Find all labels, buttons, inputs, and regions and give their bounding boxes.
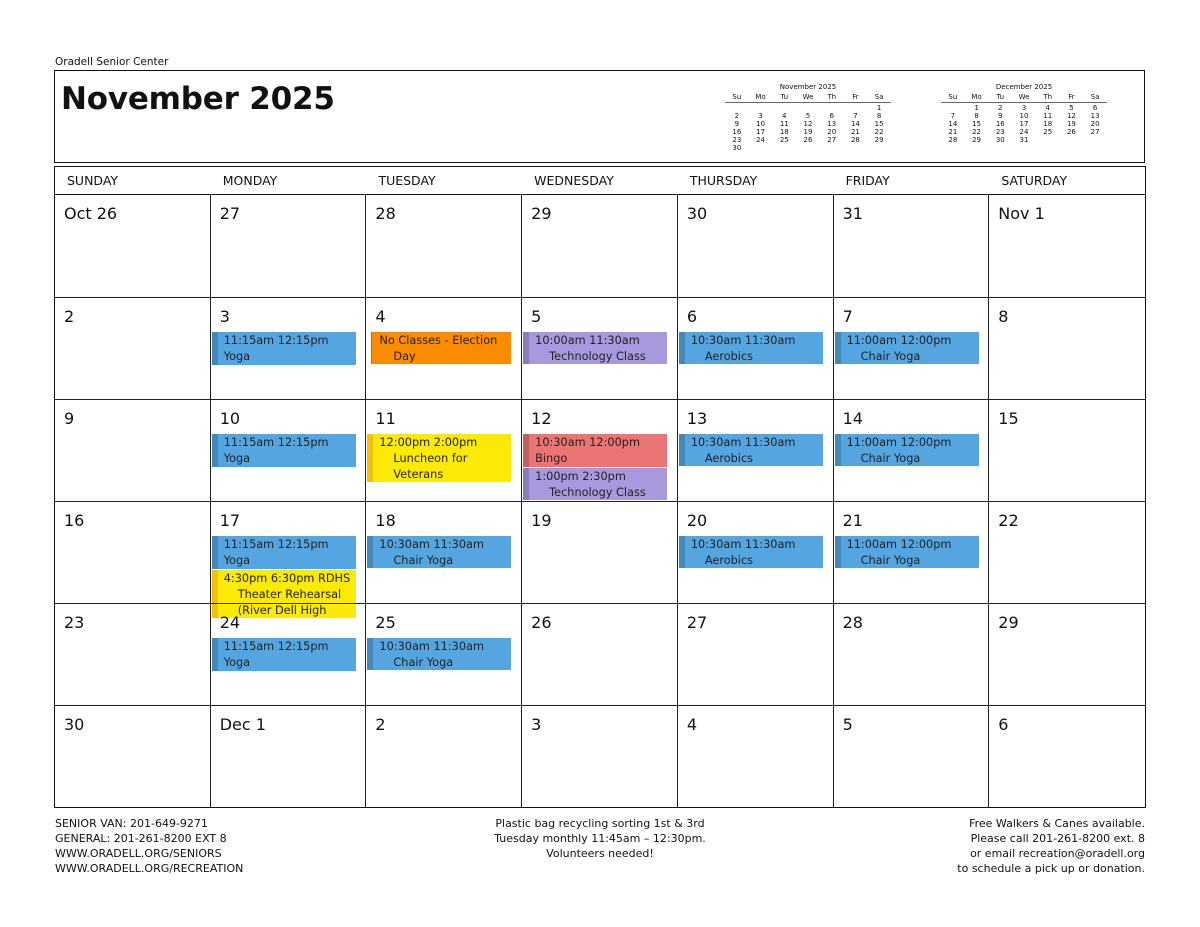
mini-day[interactable] [749,104,773,112]
weekday-label: WEDNESDAY [534,173,614,188]
event-list [834,536,979,569]
day-cell[interactable] [678,603,834,705]
day-cell[interactable] [522,195,678,297]
day-cell[interactable] [678,297,834,399]
day-cell[interactable] [989,603,1145,705]
day-cell[interactable] [989,501,1145,603]
mini-day[interactable]: 24 [756,136,766,144]
day-cell[interactable] [989,297,1145,399]
mini-day[interactable] [796,144,820,152]
mini-day[interactable]: 31 [1019,136,1029,144]
mini-day[interactable]: 27 [1090,128,1100,136]
mini-day[interactable]: 15 [972,120,982,128]
mini-day[interactable]: 17 [756,128,766,136]
day-cell[interactable] [366,195,522,297]
mini-day[interactable]: 10 [1019,112,1029,120]
day-cell[interactable] [834,705,990,807]
day-number: 3 [531,715,542,734]
mini-day[interactable]: 18 [1043,120,1053,128]
day-cell[interactable] [211,705,367,807]
day-number: 22 [998,511,1019,530]
mini-day[interactable]: 11 [779,120,789,128]
mini-day[interactable] [844,144,868,152]
mini-day[interactable]: 4 [1045,104,1050,112]
day-number: 8 [998,307,1009,326]
day-number: 3 [219,307,230,326]
mini-day[interactable]: 8 [876,112,882,120]
event-item[interactable] [212,332,356,365]
day-number: 26 [531,613,552,632]
mini-day[interactable]: 29 [874,136,884,144]
mini-day[interactable] [772,104,796,112]
mini-day[interactable] [772,144,796,152]
event-list [834,434,979,467]
event-label: 11:15am 12:15pm Yoga [223,538,329,567]
mini-day[interactable]: 11 [1043,112,1053,120]
mini-weekday-label: Su [732,93,742,101]
event-list [834,332,979,365]
footer-line: or email recreation@oradell.org [970,847,1145,860]
mini-day[interactable]: 16 [995,120,1005,128]
event-item[interactable] [835,434,979,466]
mini-day[interactable] [820,104,844,112]
mini-day[interactable]: 7 [853,112,858,120]
mini-day[interactable]: 14 [948,120,958,128]
day-number: 13 [686,409,708,428]
event-item[interactable] [679,434,823,466]
day-cell[interactable] [522,297,678,399]
mini-day[interactable]: 1 [974,104,979,112]
mini-day[interactable]: 15 [874,120,884,128]
mini-day[interactable]: 20 [1090,120,1100,128]
mini-day[interactable]: 26 [803,136,813,144]
event-list [211,332,356,366]
day-cell[interactable] [211,603,367,705]
day-cell[interactable] [522,603,678,705]
day-cell[interactable] [989,195,1145,297]
event-list [366,536,511,569]
footer-line: SENIOR VAN: 201-649-9271 [55,817,208,830]
footer-line: Free Walkers & Canes available. [969,817,1145,830]
mini-calendar-weekdays [725,92,891,103]
event-label: 11:00am 12:00pm Chair Yoga [846,436,952,465]
mini-day[interactable]: 29 [972,136,982,144]
day-number: 17 [219,511,241,530]
mini-day[interactable] [725,104,749,112]
day-number: 29 [531,204,552,223]
event-list [678,434,823,467]
weekday-label: SUNDAY [67,173,119,188]
event-item[interactable] [679,332,823,364]
mini-weekday-label: Sa [1090,93,1100,101]
event-label: 10:00am 11:30am Technology Class [535,334,646,363]
day-number: 2 [64,307,75,326]
event-label: 10:30am 11:30am Aerobics [690,334,796,363]
weekday-label: FRIDAY [845,173,890,188]
day-number: 10 [219,409,241,428]
day-number: 27 [219,204,241,223]
mini-day[interactable]: 10 [756,120,766,128]
day-number: 9 [64,409,75,428]
mini-day[interactable]: 30 [732,144,742,152]
day-cell[interactable] [522,705,678,807]
mini-calendar-days [725,104,891,152]
day-cell[interactable] [55,705,211,807]
day-number: 15 [998,409,1019,428]
day-cell[interactable] [366,501,522,603]
mini-day[interactable]: 24 [1019,128,1029,136]
day-number: 7 [842,307,853,326]
mini-calendar-title: December 2025 [995,83,1053,91]
mini-day[interactable]: 27 [827,136,837,144]
footer-line: Please call 201-261-8200 ext. 8 [970,832,1145,845]
day-number: 30 [64,715,85,734]
event-item[interactable] [367,638,511,670]
day-cell[interactable] [678,399,834,501]
mini-day[interactable]: 23 [995,128,1005,136]
day-cell[interactable] [834,297,990,399]
day-number: Nov 1 [998,204,1045,223]
event-list [522,434,667,501]
mini-day[interactable]: 21 [850,128,860,136]
weekday-header-row [54,166,1146,195]
day-number: 2 [375,715,386,734]
mini-day[interactable]: 3 [1021,104,1027,112]
mini-day[interactable]: 21 [948,128,958,136]
event-item[interactable] [835,536,979,568]
mini-weekday-label: Sa [874,93,884,101]
mini-day[interactable]: 9 [734,120,740,128]
day-cell[interactable] [366,705,522,807]
mini-day[interactable]: 14 [850,120,860,128]
event-label: 12:00pm 2:00pm Luncheon for Veterans [379,436,478,481]
mini-weekday-label: Fr [1068,93,1075,101]
day-cell[interactable] [834,399,990,501]
day-cell[interactable] [834,603,990,705]
day-cell[interactable] [211,501,367,617]
day-cell[interactable] [211,399,367,501]
day-number: 30 [686,204,708,223]
mini-day[interactable]: 19 [1066,120,1076,128]
event-list [678,536,823,569]
day-cell[interactable] [366,297,522,399]
mini-calendar-next [941,83,1107,144]
mini-day[interactable]: 28 [948,136,958,144]
mini-weekday-label: We [802,93,814,101]
mini-day[interactable]: 28 [850,136,860,144]
event-label: No Classes - Election Day [379,334,498,363]
event-list [522,332,667,365]
mini-day[interactable]: 22 [972,128,982,136]
mini-day[interactable]: 6 [1092,104,1098,112]
mini-weekday-label: Th [1043,93,1053,101]
event-item[interactable] [523,434,667,467]
mini-day[interactable]: 5 [1069,104,1074,112]
day-number: 11 [375,409,396,428]
mini-day[interactable]: 25 [1043,128,1053,136]
day-number: 29 [998,613,1019,632]
footer-line: Plastic bag recycling sorting 1st & 3rd [495,817,705,830]
event-label: 11:00am 12:00pm Chair Yoga [846,538,952,567]
mini-day[interactable] [1060,136,1084,144]
mini-day[interactable]: 3 [758,112,763,120]
day-number: 19 [531,511,552,530]
mini-weekday-label: Su [948,93,958,101]
mini-day[interactable]: 5 [805,112,811,120]
mini-day[interactable]: 12 [803,120,813,128]
mini-day[interactable]: 2 [998,104,1003,112]
mini-weekday-label: Tu [996,93,1005,101]
event-label: 11:15am 12:15pm Yoga [223,334,329,363]
mini-weekday-label: Mo [755,93,766,101]
day-number: 12 [531,409,552,428]
day-cell[interactable] [211,195,367,297]
day-cell[interactable] [55,399,211,501]
mini-day[interactable]: 8 [974,112,979,120]
mini-weekday-label: We [1018,93,1030,101]
weekday-label: MONDAY [222,173,278,188]
event-item[interactable] [835,332,979,364]
day-number: 21 [842,511,863,530]
footer-line: WWW.ORADELL.ORG/SENIORS [55,847,222,860]
day-cell[interactable] [678,705,834,807]
mini-day[interactable]: 25 [779,136,789,144]
org-name: Oradell Senior Center [55,56,169,68]
calendar-header [54,70,1145,163]
month-grid [54,194,1146,808]
mini-day[interactable]: 7 [950,112,956,120]
day-cell[interactable] [678,501,834,603]
day-cell[interactable] [678,195,834,297]
day-cell[interactable] [522,501,678,603]
mini-day[interactable] [844,104,868,112]
day-cell[interactable] [366,399,522,501]
footer-line: Volunteers needed! [546,847,654,860]
day-cell[interactable] [989,399,1145,501]
day-number: 28 [375,204,396,223]
mini-day[interactable]: 16 [732,128,742,136]
event-item[interactable] [523,468,667,500]
weekday-label: SATURDAY [1001,173,1068,188]
footer-line: GENERAL: 201-261-8200 EXT 8 [55,832,227,845]
footer-recycling-note [440,816,760,861]
event-item[interactable] [679,536,823,568]
footer-line: Tuesday monthly 11:45am – 12:30pm. [494,832,706,845]
day-cell[interactable] [834,195,990,297]
event-label: 10:30am 11:30am Aerobics [690,436,796,465]
mini-day[interactable] [867,144,891,152]
day-number: 6 [998,715,1009,734]
event-label: 10:30am 11:30am Aerobics [690,538,796,567]
event-item[interactable] [367,536,511,568]
day-cell[interactable] [55,501,211,603]
day-number: 24 [219,613,241,632]
mini-day[interactable]: 4 [782,112,787,120]
mini-weekday-label: Mo [971,93,982,101]
event-label: 10:30am 12:00pm Bingo [535,436,640,465]
mini-day[interactable]: 30 [995,136,1005,144]
mini-day[interactable]: 13 [1090,112,1100,120]
mini-day[interactable] [1083,136,1107,144]
mini-weekday-label: Th [827,93,837,101]
event-item[interactable] [367,434,511,482]
mini-day[interactable]: 23 [732,136,742,144]
day-cell[interactable] [522,399,678,501]
day-number: 5 [531,307,542,326]
event-label: 11:00am 12:00pm Chair Yoga [846,334,952,363]
month-title: November 2025 [61,81,335,117]
mini-weekday-label: Fr [852,93,859,101]
day-cell[interactable] [989,705,1145,807]
mini-day[interactable] [941,104,965,112]
day-cell[interactable] [55,603,211,705]
day-number: 4 [375,307,386,326]
event-item[interactable] [212,638,356,671]
footer-walkers-note [957,816,1145,876]
day-number: 18 [375,511,396,530]
event-list [678,332,823,365]
mini-calendar-weekdays [941,92,1107,103]
mini-calendar-title: November 2025 [779,83,837,91]
day-number: 6 [686,307,698,326]
event-label: 10:30am 11:30am Chair Yoga [379,640,484,669]
mini-day[interactable]: 22 [874,128,884,136]
event-list [366,332,511,365]
day-number: 16 [64,511,85,530]
event-item[interactable] [212,434,356,467]
day-number: 20 [686,511,708,530]
mini-day[interactable]: 9 [998,112,1003,120]
day-number: 14 [842,409,863,428]
mini-day[interactable]: 20 [827,128,837,136]
event-list [366,638,511,671]
mini-day[interactable]: 12 [1066,112,1076,120]
event-label: 11:15am 12:15pm Yoga [223,640,329,669]
mini-day[interactable] [820,144,844,152]
event-label: 1:00pm 2:30pm Technology Class [535,470,646,499]
day-cell[interactable] [366,603,522,705]
weekday-label: TUESDAY [378,173,436,188]
mini-day[interactable] [749,144,773,152]
day-cell[interactable] [55,195,211,297]
mini-calendar-current [725,83,891,152]
event-item[interactable] [367,332,511,364]
event-label: 10:30am 11:30am Chair Yoga [379,538,484,567]
day-number: 5 [842,715,853,734]
day-cell[interactable] [55,297,211,399]
event-list [366,434,511,483]
event-list [211,434,356,468]
footer-line: to schedule a pick up or donation. [957,862,1145,875]
mini-day[interactable]: 13 [827,120,837,128]
day-number: 23 [64,613,85,632]
footer-line: WWW.ORADELL.ORG/RECREATION [55,862,244,875]
mini-day[interactable]: 18 [779,128,789,136]
day-number: Oct 26 [64,204,118,223]
mini-weekday-label: Tu [780,93,789,101]
mini-day[interactable]: 1 [876,104,882,112]
event-label: 4:30pm 6:30pm RDHS Theater Rehearsal (River Dell High [223,572,351,617]
event-item[interactable] [523,332,667,364]
day-cell[interactable] [834,501,990,603]
day-cell[interactable] [211,297,367,399]
day-number: 27 [686,613,708,632]
mini-day[interactable]: 26 [1066,128,1076,136]
mini-day[interactable]: 6 [829,112,834,120]
footer-contact-info [55,816,243,876]
event-item[interactable] [212,536,356,569]
day-number: 25 [375,613,396,632]
mini-day[interactable] [796,104,820,112]
mini-calendar-days [941,104,1107,144]
mini-day[interactable]: 17 [1019,120,1029,128]
weekday-label: THURSDAY [689,173,758,188]
day-number: Dec 1 [219,715,266,734]
mini-day[interactable]: 2 [734,112,740,120]
event-list [211,638,356,672]
event-label: 11:15am 12:15pm Yoga [223,436,329,465]
mini-day[interactable]: 19 [803,128,813,136]
day-number: 4 [686,715,698,734]
mini-day[interactable] [1036,136,1060,144]
day-number: 31 [842,204,863,223]
day-number: 28 [842,613,863,632]
